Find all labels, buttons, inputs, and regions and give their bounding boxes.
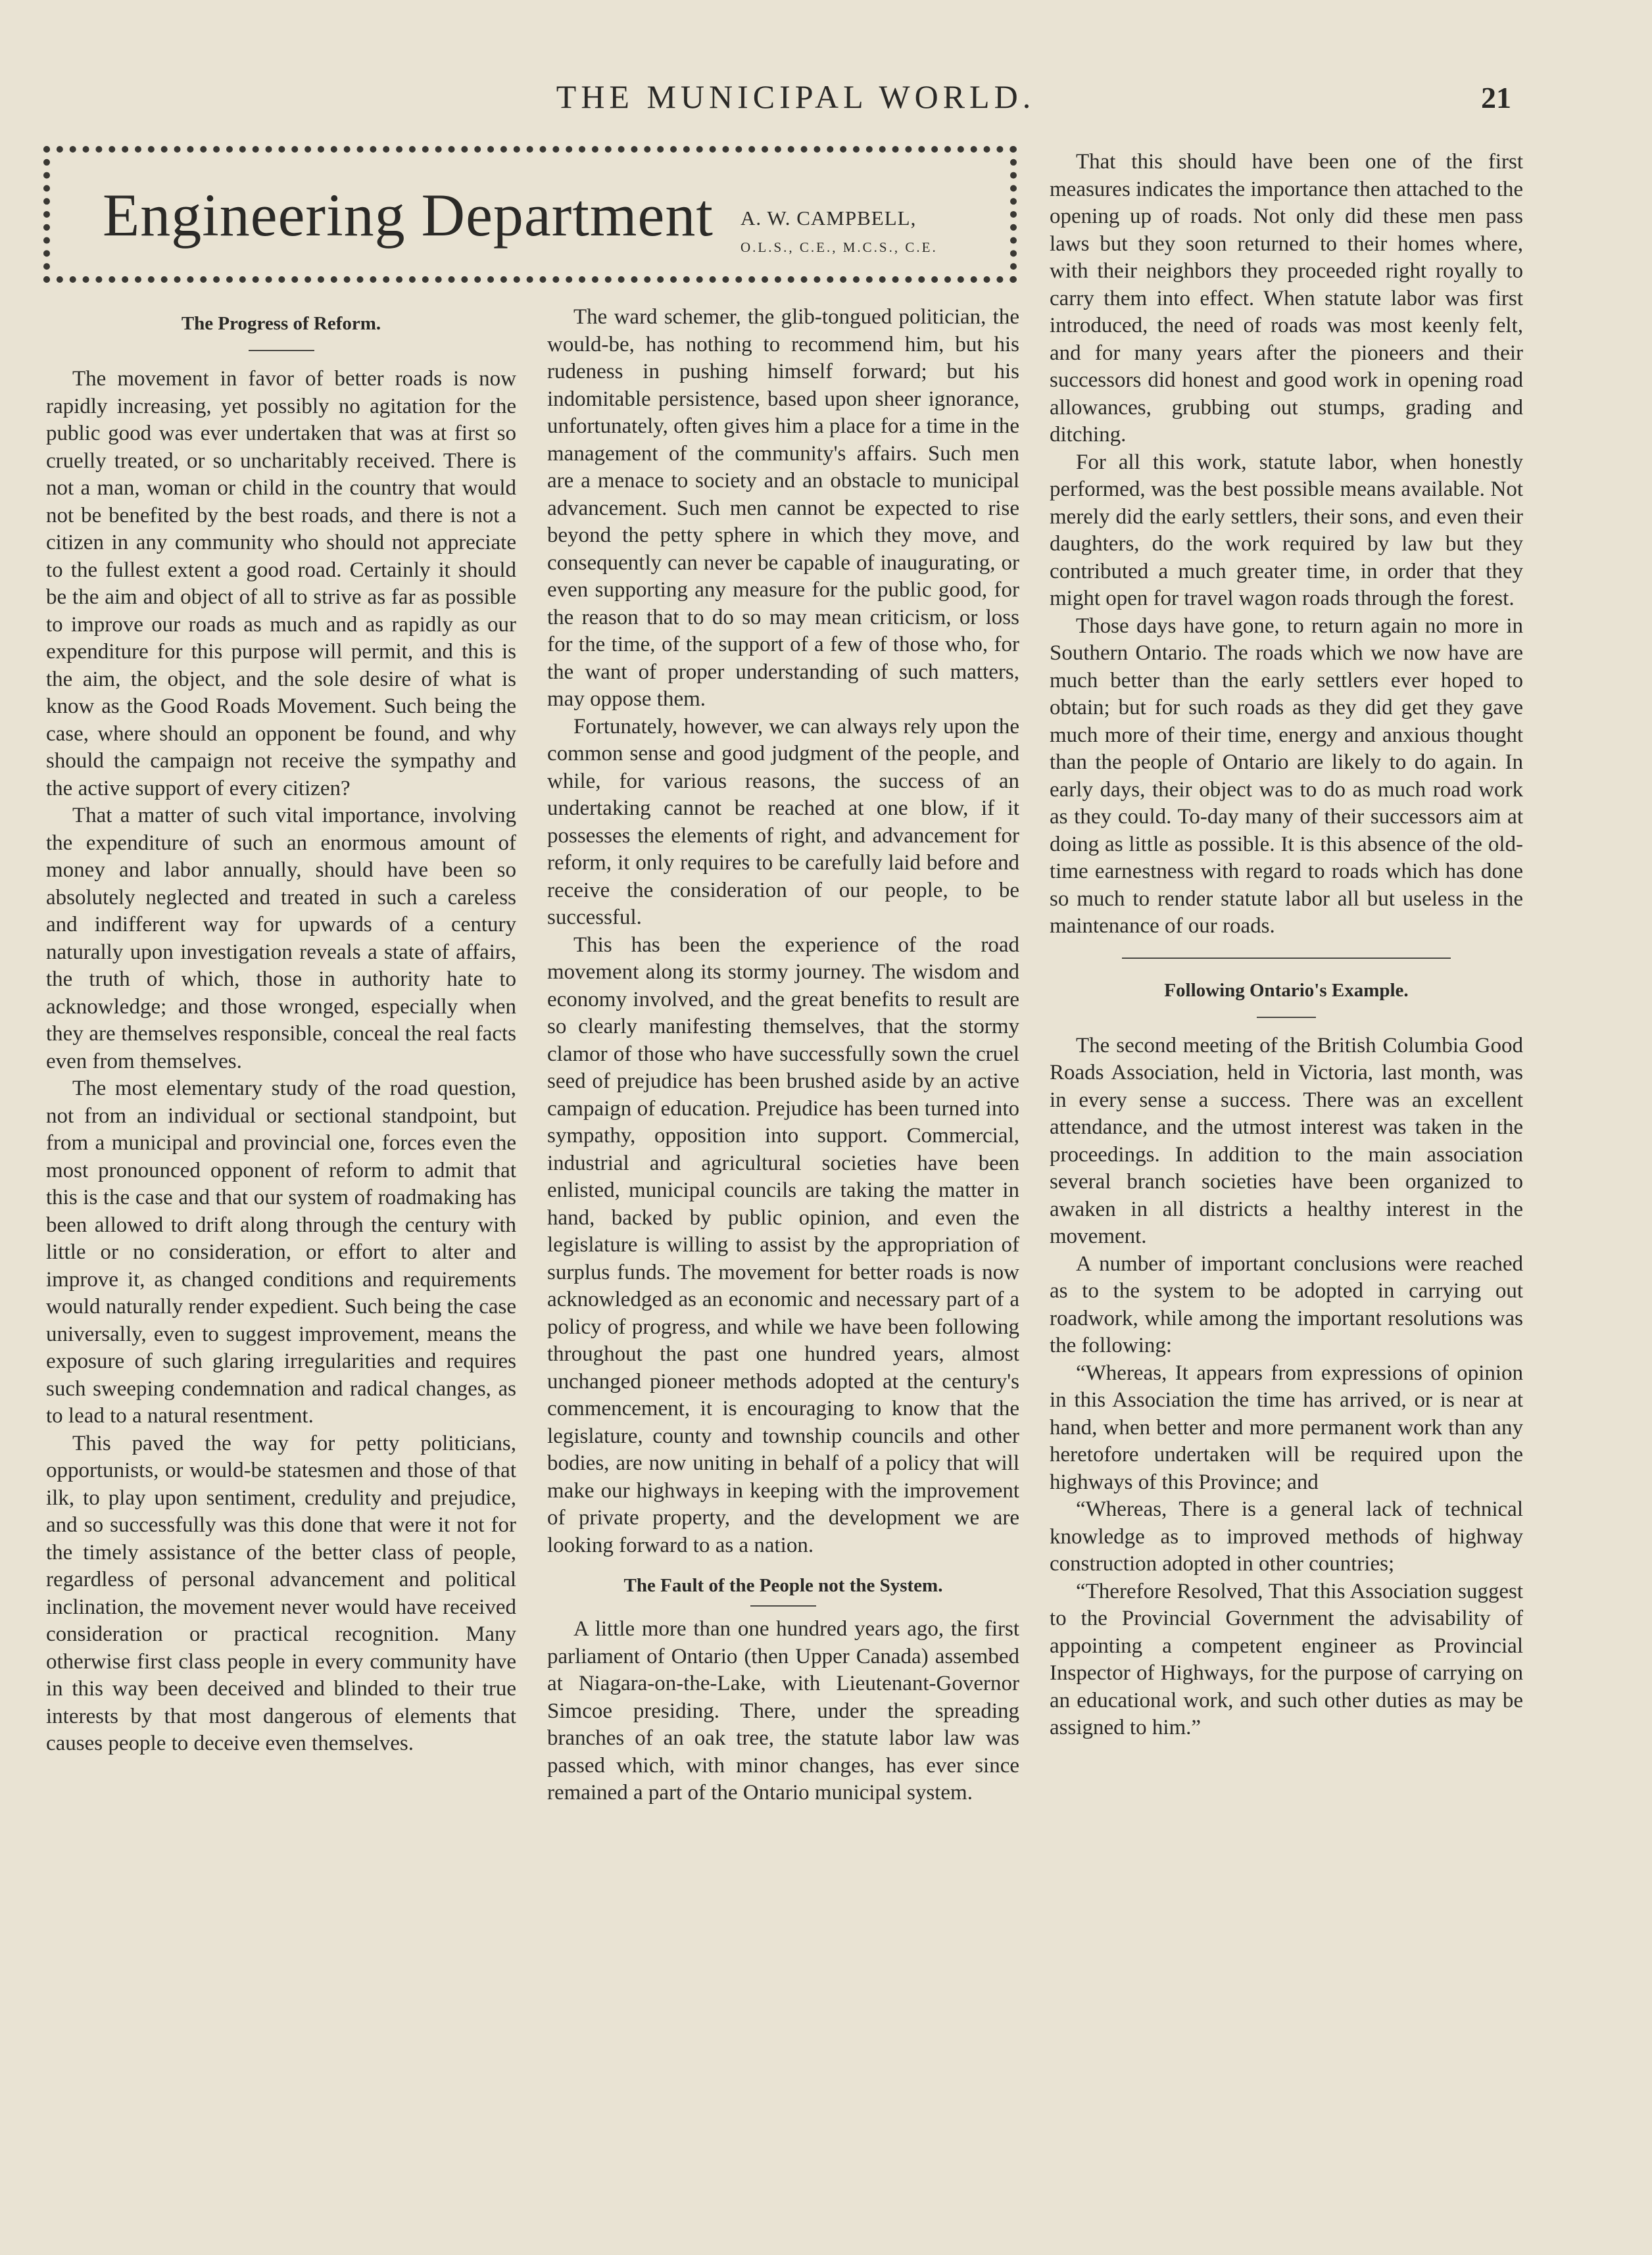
heading-rule: [750, 1605, 816, 1607]
running-head: [0, 78, 1652, 124]
paragraph: For all this work, statute labor, when honestly performed, was the best possible means available. Not merely did the early settlers, their sons, and even their daughters, do the work required by law but they contributed a much greater time, in order that they might open for travel wagon roads through the forest.: [1050, 450, 1523, 610]
paragraph: Those days have gone, to return again no more in Southern Ontario. The roads which we now have are much better than the early settlers ever hoped to obtain; but for such roads as they did get they gave much more of their time, energy and anxious thought than the people of Ontario are likely to do again. In early days, their object was to do as much road work as they could. To-day many of their successors aim at doing as little as possible. It is this absence of the old-time earnestness with regard to roads which has done so much to render statute labor all but useless in the maintenance of our roads.: [1050, 614, 1523, 938]
paragraph: That this should have been one of the first measures indicates the importance then attached to the opening up of roads. Not only did these men pass laws but they soon returned to their homes where, with their neighbors they proceeded right royally to carry them into effect. When statute labor was first introduced, the need of roads was most keenly felt, and for many years after the pioneers and their successors did honest and good work in opening road allowances, grubbing out stumps, grading and ditching.: [1050, 150, 1523, 447]
running-title: THE MUNICIPAL WORLD.: [556, 78, 1036, 115]
paragraph: “Whereas, It appears from expressions of opinion in this Association the time has arrived, or is near at hand, when better and more permanent work than any heretofore undertaken will be required upon the highways of this Province; and: [1050, 1361, 1523, 1494]
section-heading-progress: The Progress of Reform.: [181, 313, 381, 334]
paragraph: That a matter of such vital importance, involving the expenditure of such an enormous amount of money and labor annually, should have been so absolutely neglected and treated in such a careless and indifferent way for upwards of a century naturally upon investigation reveals a state of affairs, the truth of which, those in authority hate to acknowledge; and those wronged, especially when they are themselves responsible, conceal the real facts even from themselves.: [46, 804, 516, 1073]
column-3: [1050, 149, 1523, 1742]
paragraph: Fortunately, however, we can always rely upon the common sense and good judgment of the people, and while, for various reasons, the success of an undertaking cannot be reached at one blow, if it possesses the elements of right, and advancement for reform, it only requires to be carefully laid before and receive the consideration of our people, to be successful.: [547, 714, 1019, 929]
section-heading-example: Following Ontario's Example.: [1164, 979, 1409, 1001]
department-credentials: O.L.S., C.E., M.C.S., C.E.: [741, 239, 938, 255]
heading-rule: [1257, 1017, 1316, 1018]
department-author: A. W. CAMPBELL,: [741, 206, 917, 230]
paragraph: This paved the way for petty politicians, opportunists, or would-be statesmen and those of that ilk, to play upon sentiment, credulity and prejudice, and so successfully was this done that were it not for the timely assistance of the better class of people, regardless of personal advancement and political inclination, the movement never would have received consideration or practical recognition. Many otherwise first class people in every community have in this way been deceived and blinded to their true interests by that most dangerous of elements that causes people to deceive even themselves.: [46, 1431, 516, 1755]
paragraph: The movement in favor of better roads is now rapidly increasing, yet possibly no agitation for the public good was ever undertaken that was at first so cruelly treated, or so uncharitably received. There is not a man, woman or child in the country that would not be benefited by the best roads, and there is not a citizen in any community who should not appreciate to the fullest extent a good road. Certainly it should be the aim and object of all to strive as far as possible to improve our roads as much and as rapidly as our expenditure for this purpose will permit, and this is the aim, the object, and the sole desire of what is know as the Good Roads Movement. Such being the case, where should an opponent be found, and why should the campaign not receive the sympathy and the active support of every citizen?: [46, 367, 516, 800]
paragraph: A little more than one hundred years ago, the first parliament of Ontario (then Upper Canada) assembed at Niagara-on-the-Lake, with Lieutenant-Governor Simcoe presiding. There, under the spreading branches of an oak tree, the statute labor law was passed which, with minor changes, has ever since remained a part of the Ontario municipal system.: [547, 1617, 1019, 1805]
section-divider: [1122, 958, 1451, 959]
department-title: Engineering Department: [103, 182, 714, 249]
heading-rule: [249, 350, 314, 351]
paragraph: This has been the experience of the road movement along its stormy journey. The wisdom and economy involved, and the great benefits to result are so clearly manifesting themselves, that the stormy clamor of those who have successfully sown the cruel seed of prejudice has been brushed aside by an active campaign of education. Prejudice has been turned into sympathy, opposition into support. Commercial, industrial and agricultural societies have been enlisted, municipal councils are taking the matter in hand, backed by public opinion, and even the legislature is willing to assist by the appropriation of surplus funds. The movement for better roads is now acknowledged as an economic and necessary part of a policy of progress, and while we have been following throughout the past one hundred years, almost unchanged pioneer methods adopted at the century's commencement, it is encouraging to know that the legislature, county and township councils and other bodies, are now uniting in behalf of a policy that will make our highways in keeping with the improvement of private property, and the development we are looking forward to as a nation.: [547, 933, 1019, 1557]
paragraph: The most elementary study of the road question, not from an individual or sectional standpoint, but from a municipal and provincial one, forces even the most pronounced opponent of reform to admit that this is the case and that our system of roadmaking has been allowed to drift along through the century with little or no consideration, or effort to alter and improve it, as changed conditions and requirements would naturally render expedient. Such being the case universally, even to suggest improvement, means the exposure of such glaring irregularities and requires such sweeping condemnation and radical changes, as to lead to a natural resentment.: [46, 1077, 516, 1428]
paragraph: A number of important conclusions were reached as to the system to be adopted in carrying out roadwork, while among the important resolutions was the following:: [1050, 1251, 1523, 1357]
column-1: [46, 310, 516, 1758]
paragraph: “Whereas, There is a general lack of technical knowledge as to improved methods of highway construction adopted in other countries;: [1050, 1497, 1523, 1576]
column-2: [547, 304, 1019, 1807]
page-number: 21: [1481, 81, 1511, 114]
paragraph: The ward schemer, the glib-tongued politician, the would-be, has nothing to recommend him, but his rudeness in pushing himself forward; but his indomitable persistence, based upon sheer ignorance, unfortunately, often gives him a place for a time in the management of the community's affairs. Such men are a menace to society and an obstacle to municipal advancement. Such men cannot be expected to rise beyond the petty sphere in which they move, and consequently can never be capable of inaugurating, or even supporting any measure for the public good, for the reason that to do so may mean criticism, or loss for the time, of the support of a few of those who, for the want of proper understanding of such matters, may oppose them.: [547, 305, 1019, 711]
section-heading-fault: The Fault of the People not the System.: [623, 1575, 943, 1596]
paragraph: “Therefore Resolved, That this Association suggest to the Provincial Government the advisability of appointing a competent engineer as Provincial Inspector of Highways, for the purpose of carrying on an educational work, and such other duties as may be assigned to him.”: [1050, 1579, 1523, 1739]
department-banner: [43, 146, 1017, 283]
paragraph: The second meeting of the British Columbia Good Roads Association, held in Victoria, last month, was in every sense a success. There was an excellent attendance, and the utmost interest was taken in the proceedings. In addition to the main association several branch societies have been organized to awaken in all districts a healthy interest in the movement.: [1050, 1033, 1523, 1248]
